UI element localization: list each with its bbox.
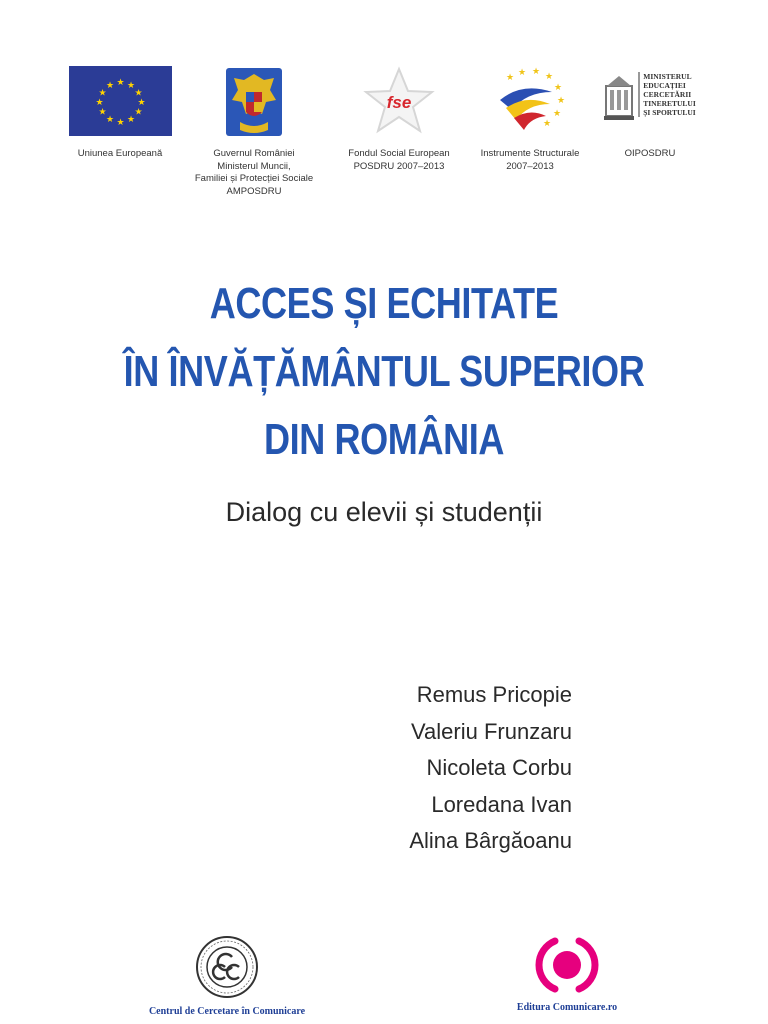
svg-text:★: ★ — [115, 78, 125, 88]
logo-caption: AMPOSDRU — [226, 185, 282, 197]
fse-star-icon — [359, 66, 439, 138]
ministry-logo-text: MINISTERUL — [643, 72, 692, 81]
publisher-ccc — [124, 935, 330, 1017]
eu-flag-icon — [69, 66, 172, 136]
fse-logo-text: fse — [386, 93, 412, 112]
logo-fse — [334, 66, 464, 173]
svg-text:★: ★ — [542, 119, 552, 129]
instrumente-structurale-icon — [492, 66, 568, 138]
book-subtitle: Dialog cu elevii și studenții — [225, 497, 543, 527]
publisher-comunicare — [497, 935, 637, 1013]
author-name: Nicoleta Corbu — [426, 755, 572, 780]
svg-text:★: ★ — [115, 118, 125, 128]
author-list — [409, 677, 572, 860]
svg-text:★: ★ — [552, 109, 562, 119]
title-line: ACCES ȘI ECHITATE — [209, 279, 559, 328]
logo-caption: Familiei și Protecției Sociale — [194, 173, 314, 184]
ministry-logo-text: TINERETULUI — [643, 99, 696, 108]
svg-text:★: ★ — [505, 73, 515, 83]
svg-text:★: ★ — [556, 96, 566, 106]
book-title — [69, 270, 699, 474]
ccc-seal-icon — [195, 935, 259, 999]
author-name: Valeriu Frunzaru — [411, 718, 572, 744]
logo-ministerul-educatiei — [598, 66, 702, 161]
logo-caption: POSDRU 2007–2013 — [353, 160, 445, 172]
logo-caption: OIPOSDRU — [624, 148, 676, 159]
logo-guvernul-romaniei — [179, 66, 329, 198]
author-name: Remus Pricopie — [416, 682, 572, 707]
svg-text:★: ★ — [97, 107, 107, 118]
comunicare-ro-icon — [535, 935, 599, 995]
svg-text:★: ★ — [133, 107, 143, 118]
title-line: ÎN ÎNVĂȚĂMÂNTUL SUPERIOR — [123, 347, 645, 396]
logo-caption: Uniunea Europeană — [77, 148, 163, 159]
svg-text:★: ★ — [97, 88, 107, 99]
logo-caption: Ministerul Muncii, — [217, 160, 291, 172]
ministry-logo-text: ȘI SPORTULUI — [643, 108, 696, 117]
logo-instrumente-structurale — [465, 66, 595, 173]
ministry-logo-text: CERCETĂRII — [643, 90, 692, 99]
publisher-name: Centrul de Cercetare în Comunicare — [148, 1006, 306, 1017]
author-name: Alina Bârgăoanu — [409, 828, 572, 853]
svg-text:★: ★ — [136, 98, 146, 108]
svg-text:★: ★ — [133, 88, 143, 99]
svg-text:★: ★ — [94, 98, 104, 108]
publisher-name: Editura Comunicare.ro — [516, 1002, 618, 1013]
logo-caption: Guvernul României — [213, 148, 295, 159]
ministry-logo-text: EDUCAȚIEI — [643, 81, 686, 90]
title-line: DIN ROMÂNIA — [263, 415, 505, 464]
partner-logos — [0, 66, 768, 206]
svg-text:★: ★ — [105, 115, 114, 125]
svg-text:★: ★ — [105, 81, 114, 91]
svg-text:★: ★ — [531, 67, 541, 77]
svg-text:★: ★ — [553, 83, 563, 93]
svg-text:★: ★ — [126, 81, 135, 91]
romania-coat-of-arms-icon — [224, 66, 284, 138]
ministerul-educatiei-icon — [604, 72, 634, 124]
svg-text:★: ★ — [517, 68, 527, 78]
svg-text:★: ★ — [126, 115, 135, 125]
logo-caption: Fondul Social European — [348, 148, 450, 159]
logo-eu — [55, 66, 185, 161]
svg-text:★: ★ — [544, 72, 554, 82]
logo-caption: Instrumente Structurale — [480, 148, 580, 159]
author-name: Loredana Ivan — [431, 791, 572, 817]
logo-caption: 2007–2013 — [506, 160, 554, 172]
